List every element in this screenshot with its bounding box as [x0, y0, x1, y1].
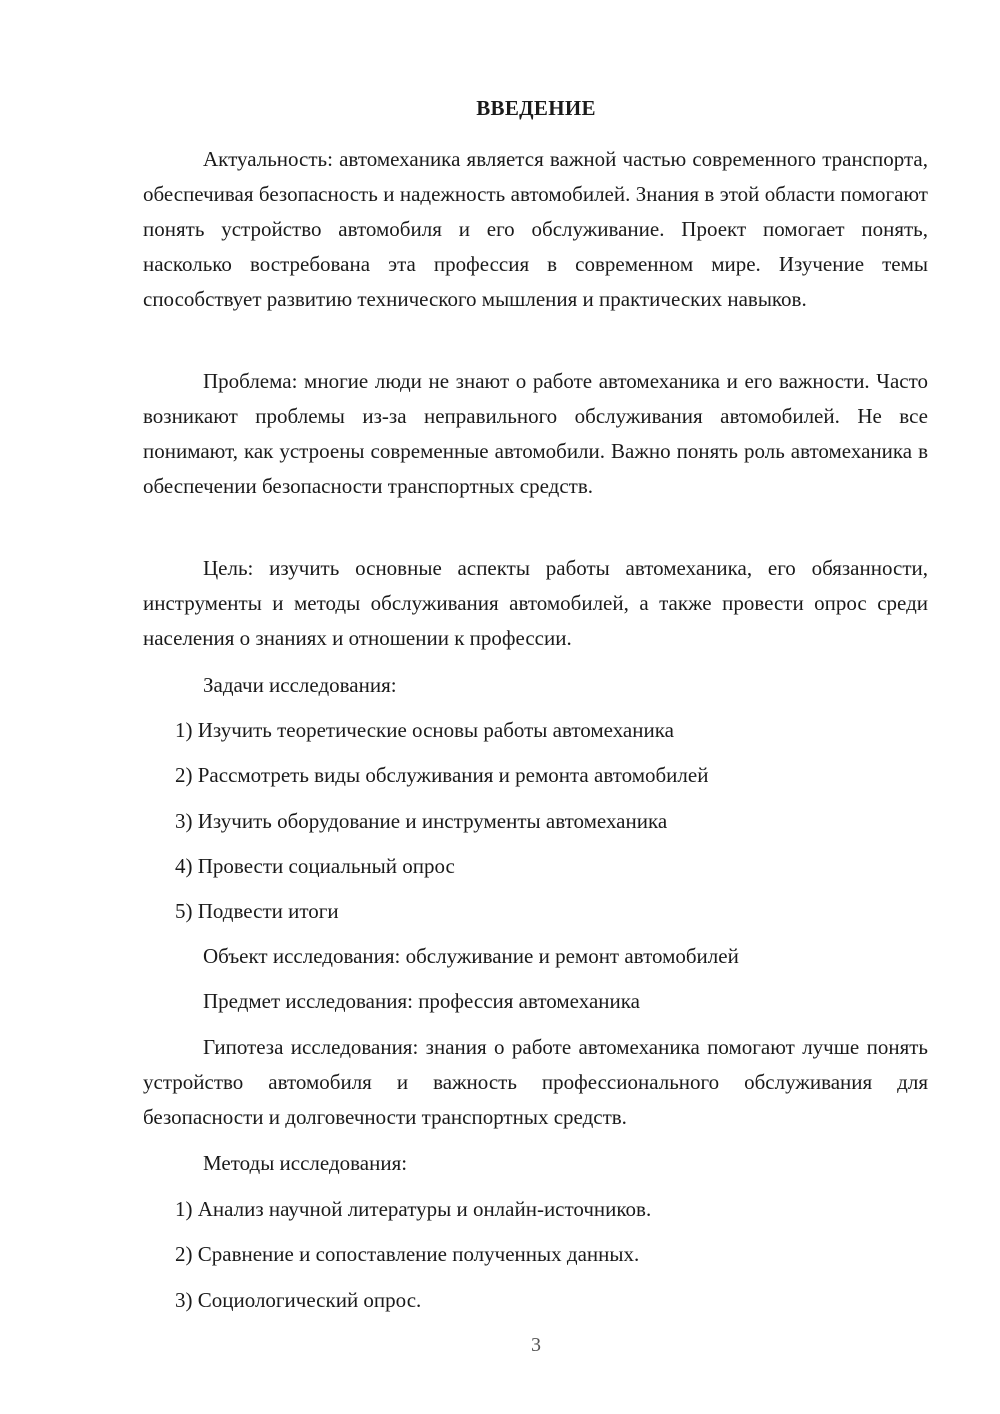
research-subject: Предмет исследования: профессия автомеханика	[203, 989, 640, 1013]
task-item: 1) Изучить теоретические основы работы автомеханика	[175, 718, 674, 742]
task-item: 2) Рассмотреть виды обслуживания и ремонта автомобилей	[175, 763, 709, 787]
page-number: 3	[531, 1334, 541, 1356]
tasks-title: Задачи исследования:	[203, 673, 397, 697]
method-item: 3) Социологический опрос.	[175, 1288, 422, 1312]
methods-title: Методы исследования:	[203, 1151, 408, 1175]
relevance-paragraph: Актуальность: автомеханика является важной частью современного транспорта, обеспечивая безопасность и надежность автомобилей. Знания в этой области помогают понять устройство автомобиля и его обслуживание. Проект помогает понять, насколько востребована эта профессия в современном мире. Изучение темы способствует развитию технического мышления и практических навыков.	[143, 147, 928, 311]
task-item: 3) Изучить оборудование и инструменты автомеханика	[175, 809, 668, 833]
goal-paragraph: Цель: изучить основные аспекты работы автомеханика, его обязанности, инструменты и методы обслуживания автомобилей, а также провести опрос среди населения о знаниях и отношении к профессии.	[143, 556, 928, 650]
task-item: 4) Провести социальный опрос	[175, 854, 455, 878]
problem-paragraph: Проблема: многие люди не знают о работе автомеханика и его важности. Часто возникают проблемы из-за неправильного обслуживания автомобилей. Не все понимают, как устроены современные автомобили. Важно понять роль автомеханика в обеспечении безопасности транспортных средств.	[143, 369, 928, 498]
method-item: 1) Анализ научной литературы и онлайн-источников.	[175, 1197, 652, 1221]
page-title: ВВЕДЕНИЕ	[476, 96, 596, 120]
task-item: 5) Подвести итоги	[175, 899, 339, 923]
method-item: 2) Сравнение и сопоставление полученных данных.	[175, 1242, 640, 1266]
research-object: Объект исследования: обслуживание и ремонт автомобилей	[203, 944, 739, 968]
hypothesis-paragraph: Гипотеза исследования: знания о работе автомеханика помогают лучше понять устройство автомобиля и важность профессионального обслуживания для безопасности и долговечности транспортных средств.	[143, 1035, 928, 1129]
